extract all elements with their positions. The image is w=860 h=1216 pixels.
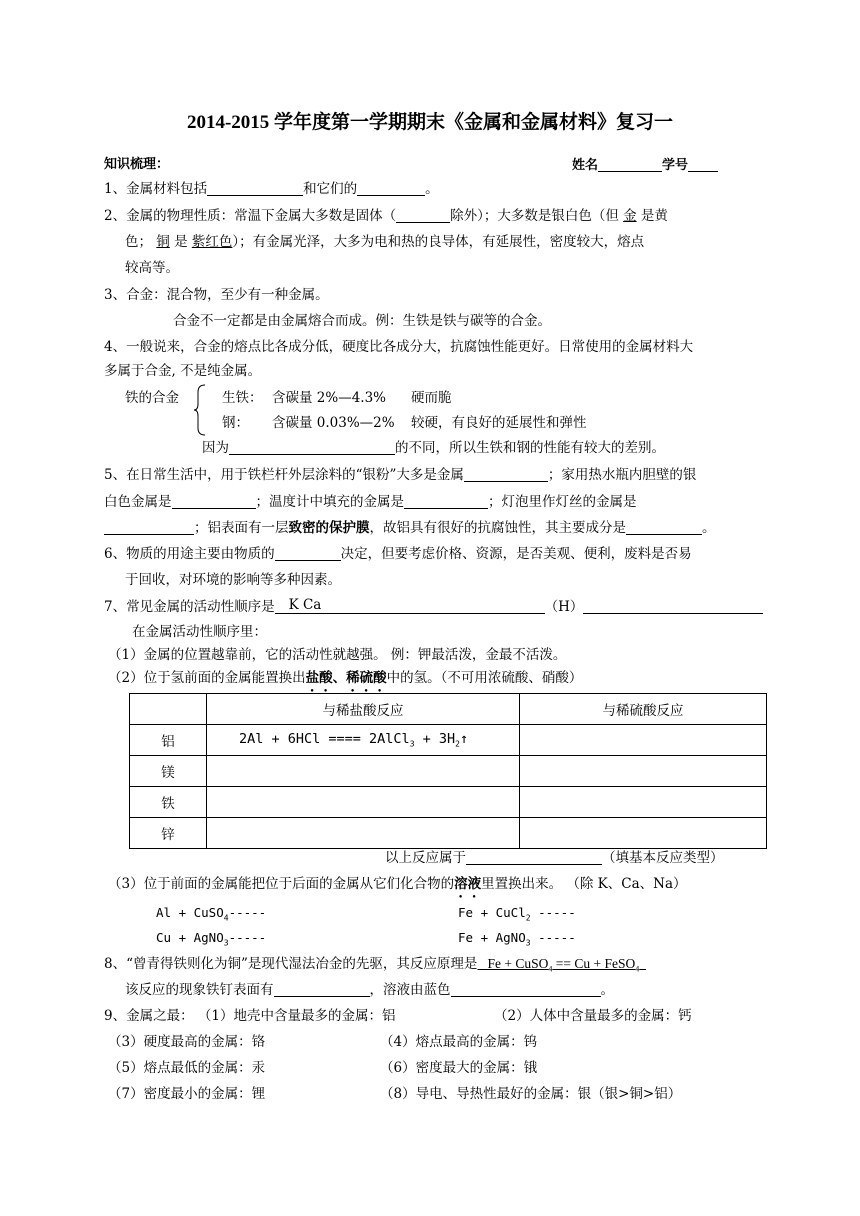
subscript: 2 <box>525 913 531 923</box>
q5-text-a: 5、在日常生活中，用于铁栏杆外层涂料的“银粉”大多是金属 <box>104 467 464 483</box>
q7-acids: 盐酸、稀硫酸 <box>305 670 387 686</box>
eq-text: Fe + CuCl <box>458 905 526 920</box>
equation-fe-agno3 <box>458 930 576 948</box>
hcl-cell[interactable] <box>207 756 520 787</box>
q5-blank-3[interactable] <box>404 494 488 509</box>
q5-text-b: ；家用热水瓶内胆壁的银 <box>547 467 697 483</box>
name-label: 姓名 <box>572 158 599 173</box>
q4-line1: 4、一般说来，合金的熔点比各成分低，硬度比各成分大，抗腐蚀性能更好。日常使用的金属材料大 <box>104 339 694 355</box>
q5-blank-1[interactable] <box>464 467 548 482</box>
q9-item-5: （5）熔点最低的金属：汞 <box>108 1060 266 1076</box>
subscript: 4 <box>635 964 640 974</box>
metal-cell: 铁 <box>130 787 207 818</box>
q5-text-c: 白色金属是 <box>104 494 172 510</box>
q2-purple-red: 紫红色 <box>191 234 233 250</box>
id-label: 学号 <box>662 158 689 173</box>
table-row <box>130 756 767 787</box>
q2-text-f: 是 <box>169 234 192 250</box>
h2so4-cell[interactable] <box>520 725 767 756</box>
q2-blank-1[interactable] <box>396 208 450 223</box>
q7-3-text-c: 里置换出来。 （除 K、Ca、Na） <box>481 876 687 892</box>
q7-text-c: 中的氢。（不可用浓硫酸、硝酸） <box>386 670 583 686</box>
q8-line1 <box>104 956 646 974</box>
iron-alloy-label: 铁的合金 <box>125 390 179 406</box>
table-row <box>130 725 767 756</box>
q4-blank[interactable] <box>229 440 395 455</box>
table-header-cell <box>130 694 207 725</box>
q8-text-c: ，溶液由蓝色 <box>369 982 451 998</box>
q9-item-8: （8）导电、导热性最好的金属：银（银>铜>铝） <box>380 1086 682 1102</box>
name-id-line <box>572 157 718 174</box>
q9-item-3: （3）硬度最高的金属：铬 <box>108 1034 266 1050</box>
q4-because-b: 的不同，所以生铁和钢的性能有较大的差别。 <box>395 440 665 456</box>
q5-protective-film: 致密的保护膜 <box>288 520 370 536</box>
equation-cu-agno3 <box>156 930 266 948</box>
pig-iron-carbon: 含碳量 2%—4.3% <box>272 390 387 406</box>
q8-text-b: 该反应的现象铁钉表面有 <box>125 982 274 998</box>
q5-blank-5[interactable] <box>626 520 702 535</box>
table-header-row <box>130 694 767 725</box>
table-header-cell: 与稀硫酸反应 <box>520 694 767 725</box>
q5-blank-2[interactable] <box>172 494 256 509</box>
subscript: 4 <box>223 913 229 923</box>
q5-text-f: ；铝表面有一层 <box>194 520 289 536</box>
q3-line2: 合金不一定都是由金属熔合而成。例：生铁是铁与碳等的合金。 <box>173 313 551 329</box>
q1-text-a: 1、金属材料包括 <box>104 181 208 197</box>
q5-line1 <box>104 467 696 483</box>
table-header-cell: 与稀盐酸反应 <box>207 694 520 725</box>
metal-cell: 镁 <box>130 756 207 787</box>
q5-blank-4[interactable] <box>104 520 194 535</box>
h2so4-cell[interactable] <box>520 756 767 787</box>
q2-text-b: 除外）；大多数是银白色（但 <box>450 208 624 224</box>
hcl-cell[interactable] <box>207 818 520 849</box>
q5-text-h: 。 <box>702 520 716 536</box>
section-label: 知识梳理： <box>104 157 170 172</box>
steel-name: 钢： <box>222 415 249 431</box>
table-row <box>130 787 767 818</box>
hcl-cell[interactable] <box>207 787 520 818</box>
q6-text-a: 6、物质的用途主要由物质的 <box>104 546 275 562</box>
q5-line2 <box>104 494 637 510</box>
q2-gold: 金 <box>623 208 637 224</box>
q8-equation <box>477 956 646 974</box>
reaction-table <box>129 693 767 849</box>
eq-text: Fe + AgNO <box>458 930 526 945</box>
q1-text-c: 。 <box>425 181 439 197</box>
name-blank[interactable] <box>598 157 662 172</box>
steel-carbon: 含碳量 0.03%—2% <box>272 415 395 431</box>
reaction-type-text-a: 以上反应属于 <box>385 850 466 866</box>
eq-dashes: ----- <box>228 905 267 920</box>
pig-iron-prop: 硬而脆 <box>411 390 452 406</box>
q1 <box>104 181 439 197</box>
id-blank[interactable] <box>688 157 718 172</box>
q9-item-4: （4）熔点最高的金属：钨 <box>380 1034 538 1050</box>
equation-al-hcl: 2Al + 6HCl ==== 2AlCl <box>239 731 410 748</box>
q7-k-ca: K Ca <box>288 597 322 613</box>
q8-text-d: 。 <box>600 982 614 998</box>
q6-text-b: 决定，但要考虑价格、资源，是否美观、便利，废料是否易 <box>340 546 692 562</box>
reaction-type-line <box>385 850 724 866</box>
q5-text-e: ；灯泡里作灯丝的金属是 <box>488 494 637 510</box>
q6-line1 <box>104 546 692 562</box>
q7-3-text-a: （3）位于前面的金属能把位于后面的金属从它们化合物的 <box>108 876 455 892</box>
q7-line3: （1）金属的位置越靠前，它的活动性就越强。 例：钾最活泼，金最不活泼。 <box>108 647 567 663</box>
q9-line1b: （2）人体中含量最多的金属：钙 <box>494 1008 692 1024</box>
brace-icon <box>194 384 206 436</box>
reaction-type-text-b: （填基本反应类型） <box>602 850 724 866</box>
eq-dashes: ----- <box>530 930 576 945</box>
equation-al-hcl-tail: + 3H <box>414 731 456 748</box>
q9-item-7: （7）密度最小的金属：锂 <box>108 1086 266 1102</box>
q7-blank-2[interactable] <box>583 599 763 614</box>
q7-text-b: （2）位于氢前面的金属能置换出 <box>108 670 306 686</box>
q2-line3: 较高等。 <box>125 260 179 276</box>
steel-prop: 较硬，有良好的延展性和弹性 <box>411 415 587 431</box>
subscript: 3 <box>223 938 229 948</box>
q7-text-a: 7、常见金属的活动性顺序是 <box>104 599 275 615</box>
eq-dashes: ----- <box>530 905 576 920</box>
q2-line2 <box>125 234 644 250</box>
q4-because-a: 因为 <box>202 440 229 456</box>
q2-copper: 铜 <box>156 234 170 250</box>
q2-text-a: 2、金属的物理性质：常温下金属大多数是固体（ <box>104 208 397 224</box>
q4-because <box>202 440 665 456</box>
q8-eq-left: Fe + CuSO <box>487 956 549 971</box>
h2so4-cell[interactable] <box>520 818 767 849</box>
equation-fe-cucl2 <box>458 905 576 923</box>
hcl-cell[interactable] <box>207 725 520 756</box>
q8-text-a: 8、“曾青得铁则化为铜”是现代湿法冶金的先驱，其反应原理是 <box>104 956 478 972</box>
q7-h: （H） <box>544 599 584 615</box>
q7-line2: 在金属活动性顺序里： <box>132 624 267 640</box>
q2-text-g: ）；有金属光泽，大多为电和热的良导体，有延展性，密度较大，熔点 <box>232 234 645 250</box>
q9-item-6: （6）密度最大的金属：锇 <box>380 1060 538 1076</box>
q7-line1 <box>104 599 763 615</box>
subscript: 4 <box>548 964 553 974</box>
q8-line2 <box>125 982 614 998</box>
q5-text-d: ；温度计中填充的金属是 <box>255 494 404 510</box>
q2-text-e: 色； <box>125 234 157 250</box>
subscript: 3 <box>525 938 531 948</box>
metal-cell: 铝 <box>130 725 207 756</box>
up-arrow-icon: ↑ <box>459 731 469 748</box>
q1-blank-1[interactable] <box>207 181 303 196</box>
q8-blank-2[interactable] <box>451 982 601 997</box>
q1-blank-2[interactable] <box>357 181 425 196</box>
q8-eq-right: == Cu + FeSO <box>552 956 636 971</box>
h2so4-cell[interactable] <box>520 787 767 818</box>
q2-line1 <box>104 208 668 224</box>
subscript: 3 <box>409 739 415 749</box>
eq-text: Al + CuSO <box>156 905 224 920</box>
q2-text-d: 是黄 <box>636 208 668 224</box>
table-row <box>130 818 767 849</box>
q1-text-b: 和它们的 <box>303 181 358 197</box>
q7-blank-1[interactable] <box>275 599 545 614</box>
equation-al-cuso4 <box>156 905 266 923</box>
q5-text-g: ，故铝具有很好的抗腐蚀性，其主要成分是 <box>369 520 626 536</box>
q8-blank-1[interactable] <box>274 982 370 997</box>
pig-iron-name: 生铁： <box>222 390 263 406</box>
subscript: 2 <box>455 739 460 749</box>
q7-line4 <box>108 670 582 695</box>
metal-cell: 锌 <box>130 818 207 849</box>
eq-dashes: ----- <box>228 930 267 945</box>
q6-line2: 于回收，对环境的影响等多种因素。 <box>125 572 341 588</box>
q3-line1: 3、合金：混合物，至少有一种金属。 <box>104 287 329 303</box>
q7-3-solution: 溶液 <box>454 876 482 892</box>
q9-line1a: 9、金属之最： （1）地壳中含量最多的金属：铝 <box>104 1008 396 1024</box>
q7-3-line <box>108 876 687 901</box>
q4-line2: 多属于合金, 不是纯金属。 <box>104 363 262 379</box>
q5-line3 <box>104 520 716 536</box>
eq-text: Cu + AgNO <box>156 930 224 945</box>
q6-blank[interactable] <box>275 546 341 561</box>
reaction-type-blank[interactable] <box>466 850 602 865</box>
page-title: 2014-2015 学年度第一学期期末《金属和金属材料》复习一 <box>186 112 674 133</box>
